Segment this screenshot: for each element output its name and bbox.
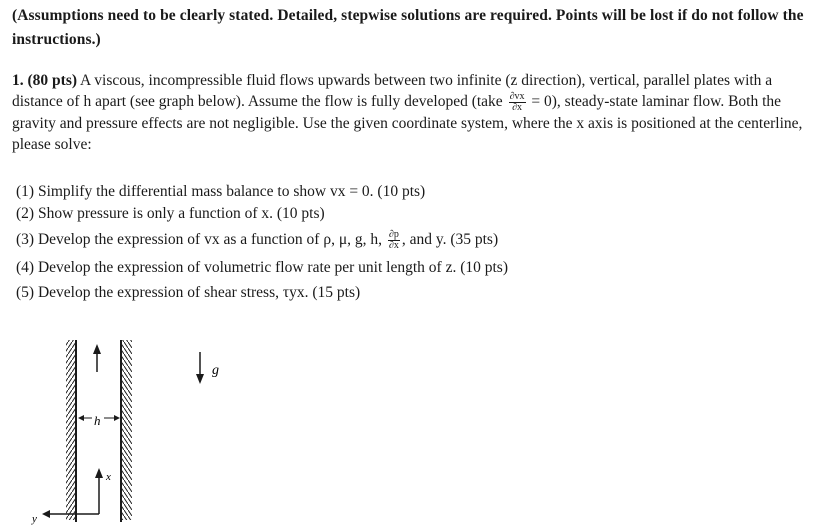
dvx-dx-fraction xyxy=(509,92,526,113)
instructions-header: (Assumptions need to be clearly stated. Detailed, stepwise solutions are required. Points will be lost if do not follow the instructions.) xyxy=(12,7,804,48)
frac-denominator: ∂x xyxy=(512,101,523,113)
problem-statement xyxy=(12,70,822,155)
h-arrow-left xyxy=(78,415,84,421)
y-axis-label: y xyxy=(32,513,37,525)
h-arrow-right xyxy=(114,415,120,421)
question-4: (4) Develop the expression of volumetric flow rate per unit length of z. (10 pts) xyxy=(16,259,508,276)
frac-numerator: ∂vx xyxy=(509,90,525,102)
problem-text-2: = 0), steady-state laminar flow. Both the gravity and pressure effects are not negligible. Use the given coordinate system, where the x axis is positioned at the centerline, please solve: xyxy=(12,93,803,153)
question-3 xyxy=(16,230,498,251)
plates-figure xyxy=(0,330,834,532)
left-plate-hatch xyxy=(66,340,76,520)
dp-dx-fraction xyxy=(388,230,400,251)
problem-number: 1. (80 pts) xyxy=(12,72,78,89)
problem-text-1: A viscous, incompressible fluid flows upwards between two infinite (z direction), vertical, parallel plates with a distance of h apart (see graph below). Assume the flow is fully developed (take xyxy=(12,72,773,110)
x-axis-label: x xyxy=(106,471,111,483)
question-3-text-a: (3) Develop the expression of vx as a function of ρ, μ, g, h, xyxy=(16,231,382,249)
frac-numerator: ∂p xyxy=(388,229,399,240)
question-2: (2) Show pressure is only a function of x. (10 pts) xyxy=(16,205,325,222)
x-axis-head xyxy=(95,468,103,478)
frac-denominator: ∂x xyxy=(388,240,399,251)
y-axis-head xyxy=(42,510,50,518)
question-3-text-b: , and y. (35 pts) xyxy=(401,231,499,249)
flow-arrow-head xyxy=(93,344,101,354)
gravity-label: g xyxy=(212,363,219,378)
h-label: h xyxy=(94,413,101,428)
right-plate-hatch xyxy=(122,340,132,520)
question-5: (5) Develop the expression of shear stress, τyx. (15 pts) xyxy=(16,284,361,301)
question-1: (1) Simplify the differential mass balance to show vx = 0. (10 pts) xyxy=(16,183,426,200)
gravity-arrow-head xyxy=(196,374,204,384)
